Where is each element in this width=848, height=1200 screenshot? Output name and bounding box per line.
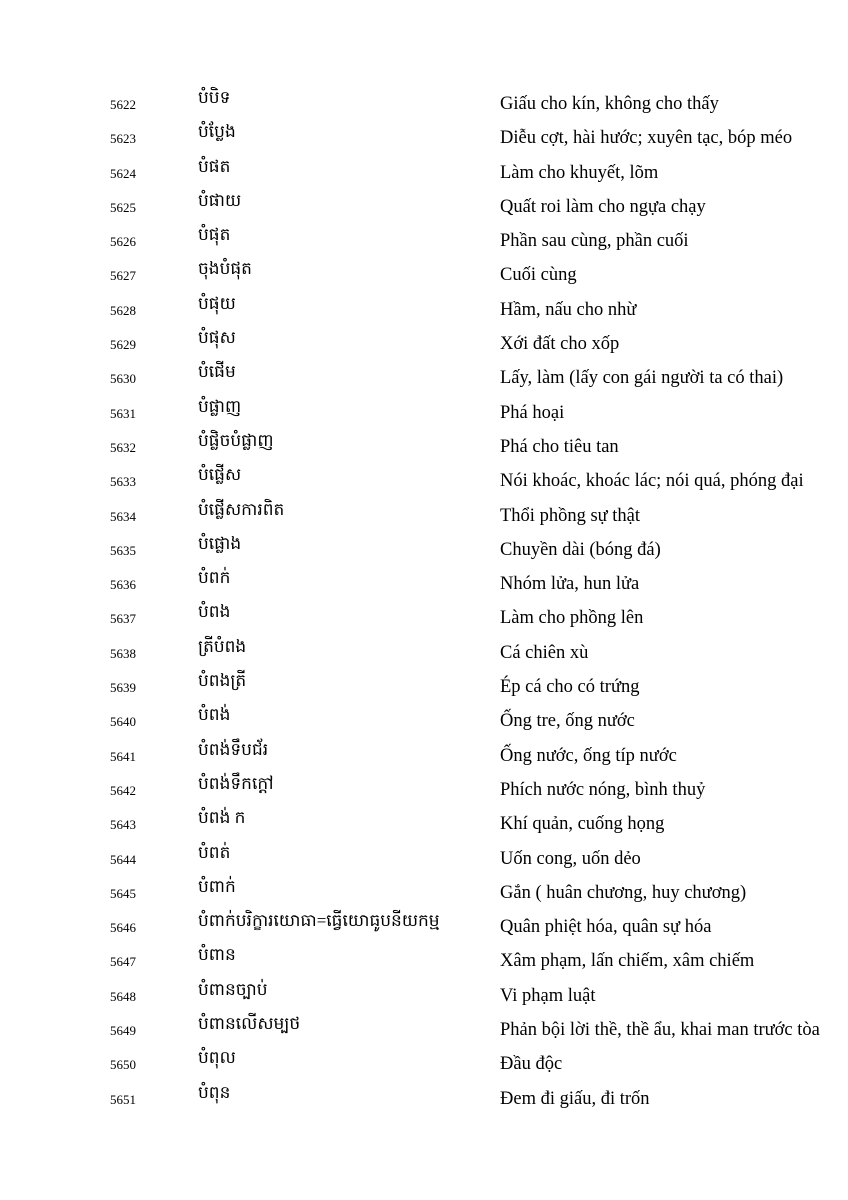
dictionary-entry xyxy=(0,327,848,361)
vietnamese-definition: Ống tre, ống nước xyxy=(500,711,635,732)
vietnamese-definition: Gắn ( huân chương, huy chương) xyxy=(500,882,747,903)
khmer-term: បំផ្លើស xyxy=(198,465,242,485)
dictionary-entry xyxy=(0,361,848,395)
dictionary-page xyxy=(0,87,848,1116)
dictionary-entry xyxy=(0,156,848,190)
entry-number: 5646 xyxy=(110,920,136,936)
dictionary-entry xyxy=(0,224,848,258)
vietnamese-definition: Phần sau cùng, phần cuối xyxy=(500,231,689,252)
dictionary-entry xyxy=(0,258,848,292)
vietnamese-definition: Phản bội lời thề, thề ẩu, khai man trước tòa xyxy=(500,1020,820,1041)
entry-number: 5630 xyxy=(110,371,136,387)
entry-number: 5644 xyxy=(110,851,136,867)
dictionary-entry xyxy=(0,739,848,773)
entry-number: 5647 xyxy=(110,954,136,970)
khmer-term: បំពុល xyxy=(198,1048,236,1068)
dictionary-entry xyxy=(0,773,848,807)
vietnamese-definition: Diễu cợt, hài hước; xuyên tạc, bóp méo xyxy=(500,128,793,149)
vietnamese-definition: Chuyền dài (bóng đá) xyxy=(500,539,661,560)
dictionary-entry xyxy=(0,499,848,533)
vietnamese-definition: Phích nước nóng, bình thuỷ xyxy=(500,779,706,800)
dictionary-entry xyxy=(0,979,848,1013)
khmer-term: បំពាក់ xyxy=(198,876,236,896)
khmer-term: បំផើម xyxy=(198,362,236,382)
entry-number: 5633 xyxy=(110,474,136,490)
entry-number: 5651 xyxy=(110,1091,136,1107)
dictionary-entry xyxy=(0,1082,848,1116)
entry-number: 5634 xyxy=(110,508,136,524)
entry-number: 5626 xyxy=(110,234,136,250)
entry-number: 5636 xyxy=(110,577,136,593)
entry-number: 5627 xyxy=(110,268,136,284)
khmer-term: បំពត់ xyxy=(198,842,231,862)
vietnamese-definition: Lấy, làm (lấy con gái người ta có thai) xyxy=(500,368,784,389)
entry-number: 5648 xyxy=(110,988,136,1004)
khmer-term: បំពាន xyxy=(198,945,236,965)
vietnamese-definition: Làm cho khuyết, lõm xyxy=(500,162,659,183)
dictionary-entry xyxy=(0,842,848,876)
vietnamese-definition: Quất roi làm cho ngựa chạy xyxy=(500,196,706,217)
entry-number: 5624 xyxy=(110,165,136,181)
vietnamese-definition: Thổi phồng sự thật xyxy=(500,505,641,526)
khmer-term: បំប្លែង xyxy=(198,122,236,142)
vietnamese-definition: Giấu cho kín, không cho thấy xyxy=(500,94,719,114)
vietnamese-definition: Vi phạm luật xyxy=(500,985,596,1006)
entry-number: 5635 xyxy=(110,542,136,558)
vietnamese-definition: Cuối cùng xyxy=(500,265,577,286)
vietnamese-definition: Quân phiệt hóa, quân sự hóa xyxy=(500,917,712,938)
khmer-term: បំពានច្បាប់ xyxy=(198,979,268,999)
entry-number: 5623 xyxy=(110,131,136,147)
dictionary-entry xyxy=(0,910,848,944)
vietnamese-definition: Xới đất cho xốp xyxy=(500,334,620,355)
khmer-term: បំផ្លើសការពិត xyxy=(198,499,285,519)
khmer-term: បំបិទ xyxy=(198,88,231,107)
entry-number: 5639 xyxy=(110,680,136,696)
dictionary-entry xyxy=(0,704,848,738)
dictionary-entry xyxy=(0,567,848,601)
entry-number: 5637 xyxy=(110,611,136,627)
dictionary-entry xyxy=(0,430,848,464)
entry-number: 5645 xyxy=(110,885,136,901)
entry-number: 5631 xyxy=(110,405,136,421)
vietnamese-definition: Hầm, nấu cho nhừ xyxy=(500,299,637,320)
dictionary-entry xyxy=(0,464,848,498)
khmer-term: បំពង xyxy=(198,602,231,622)
khmer-term: បំផ្លិចបំផ្លាញ xyxy=(198,430,274,450)
vietnamese-definition: Nói khoác, khoác lác; nói quá, phóng đại xyxy=(500,471,804,492)
dictionary-entry xyxy=(0,670,848,704)
khmer-term: ត្រីបំពង xyxy=(198,636,247,656)
vietnamese-definition: Đầu độc xyxy=(500,1054,563,1075)
khmer-term: បំពងត្រី xyxy=(198,671,247,691)
khmer-term: បំពង់ xyxy=(198,705,231,725)
dictionary-entry xyxy=(0,190,848,224)
vietnamese-definition: Khí quản, cuống họng xyxy=(500,814,665,835)
entry-number: 5650 xyxy=(110,1057,136,1073)
khmer-term: បំផុត xyxy=(198,225,231,245)
dictionary-entry xyxy=(0,533,848,567)
vietnamese-definition: Ép cá cho có trứng xyxy=(500,677,640,698)
vietnamese-definition: Uốn cong, uốn dẻo xyxy=(500,848,641,869)
dictionary-entry xyxy=(0,1013,848,1047)
entry-number: 5641 xyxy=(110,748,136,764)
entry-number: 5632 xyxy=(110,439,136,455)
dictionary-entry xyxy=(0,876,848,910)
entry-number: 5642 xyxy=(110,782,136,798)
vietnamese-definition: Phá hoại xyxy=(500,402,565,423)
vietnamese-definition: Đem đi giấu, đi trốn xyxy=(500,1088,650,1109)
vietnamese-definition: Xâm phạm, lấn chiếm, xâm chiếm xyxy=(500,951,755,972)
vietnamese-definition: Nhóm lửa, hun lửa xyxy=(500,574,640,595)
entry-number: 5638 xyxy=(110,645,136,661)
dictionary-entry xyxy=(0,636,848,670)
vietnamese-definition: Làm cho phồng lên xyxy=(500,608,644,629)
entry-number: 5628 xyxy=(110,302,136,318)
khmer-term: បំផ្លោង xyxy=(198,533,242,553)
dictionary-entry xyxy=(0,807,848,841)
entry-number: 5625 xyxy=(110,199,136,215)
dictionary-entry xyxy=(0,396,848,430)
entry-number: 5629 xyxy=(110,337,136,353)
khmer-term: បំពាក់បរិក្ខារយោធា=ធ្វើយោធូបនីយកម្ម xyxy=(198,911,440,931)
dictionary-entry xyxy=(0,121,848,155)
entry-number: 5643 xyxy=(110,817,136,833)
khmer-term: ចុងបំផុត xyxy=(198,259,252,279)
entry-number: 5649 xyxy=(110,1023,136,1039)
khmer-term: បំពុន xyxy=(198,1082,231,1102)
entry-number: 5622 xyxy=(110,97,136,112)
dictionary-entry xyxy=(0,944,848,978)
vietnamese-definition: Ống nước, ống típ nước xyxy=(500,745,677,766)
vietnamese-definition: Phá cho tiêu tan xyxy=(500,436,619,457)
khmer-term: បំផាយ xyxy=(198,190,242,210)
dictionary-entry xyxy=(0,1047,848,1081)
entry-number: 5640 xyxy=(110,714,136,730)
khmer-term: បំផុស xyxy=(198,328,236,348)
khmer-term: បំពក់ xyxy=(198,568,231,588)
khmer-term: បំផត xyxy=(198,156,231,176)
dictionary-entry xyxy=(0,601,848,635)
khmer-term: បំពង់ទឹបជ័រ xyxy=(198,739,269,759)
khmer-term: បំផ្លាញ xyxy=(198,396,242,416)
dictionary-entry xyxy=(0,293,848,327)
khmer-term: បំពង់ ក xyxy=(198,808,246,828)
khmer-term: បំពង់ទឹកក្តៅ xyxy=(198,773,274,793)
khmer-term: បំពានលើសម្បថ xyxy=(198,1014,301,1034)
khmer-term: បំផុយ xyxy=(198,293,236,313)
dictionary-entry xyxy=(0,87,848,121)
vietnamese-definition: Cá chiên xù xyxy=(500,642,589,663)
